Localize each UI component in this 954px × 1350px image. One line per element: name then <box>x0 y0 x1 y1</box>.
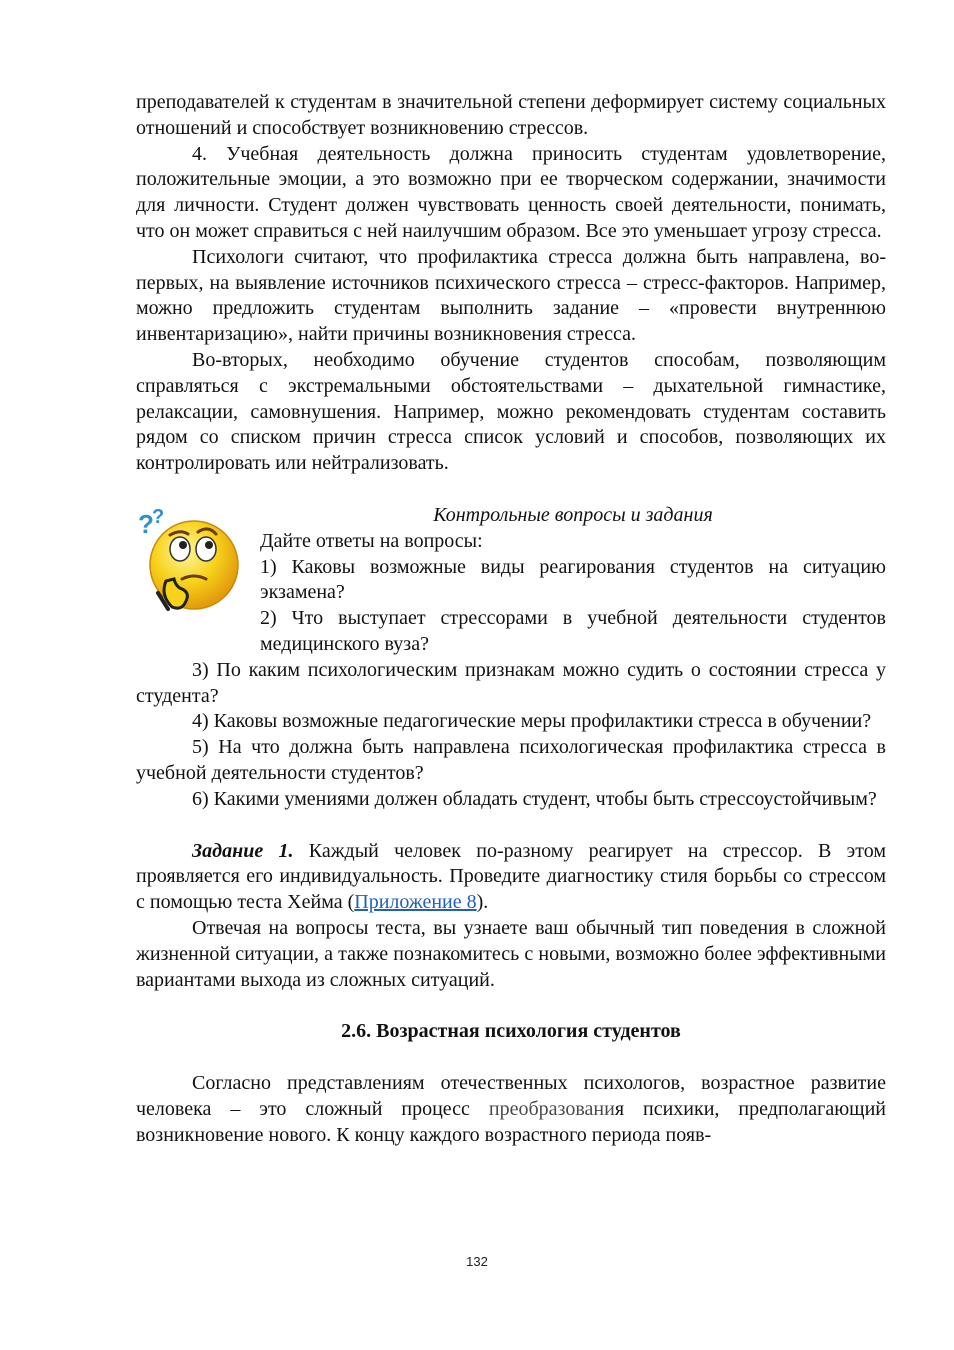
page-content <box>136 90 886 1148</box>
paragraph-prevention-first: Психологи считают, что профилактика стресса должна быть направлена, во-первых, на выявление источников психического стресса – стресс-факторов. Например, можно предложить студентам выполнить задание – «провести внутреннюю инвентаризацию», найти причины возникновения стресса. <box>136 245 886 346</box>
task-1-paragraph <box>136 839 886 916</box>
appendix-8-link[interactable]: Приложение 8 <box>354 891 477 914</box>
task-1-label: Задание 1. <box>192 839 294 862</box>
question-3: 3) По каким психологическим признакам можно судить о состоянии стресса у студента? <box>136 658 886 707</box>
question-6: 6) Какими умениями должен обладать студент, чтобы быть стрессоустойчивым? <box>192 787 877 810</box>
section-paragraph-1 <box>136 1071 886 1148</box>
task-1-text-end: ). <box>476 891 489 914</box>
task-1-paragraph-2: Отвечая на вопросы теста, вы узнаете ваш обычный тип поведения в сложной жизненной ситуации, а также познакомитесь с новыми, возможно более эффективными вариантами выхода из сложных ситуаций. <box>136 916 886 991</box>
svg-text:?: ? <box>138 508 154 539</box>
question-2: 2) Что выступает стрессорами в учебной деятельности студентов медицинского вуза? <box>260 607 886 655</box>
question-5: 5) На что должна быть направлена психологическая профилактика стресса в учебной деятельности студентов? <box>136 736 886 784</box>
control-questions-heading: Контрольные вопросы и задания <box>433 503 713 526</box>
control-questions-intro: Дайте ответы на вопросы: <box>260 529 483 552</box>
control-questions-block <box>136 503 886 658</box>
section-heading: 2.6. Возрастная психология студентов <box>341 1020 681 1043</box>
svg-text:?: ? <box>152 506 165 528</box>
task-1-text: Каждый человек по-разному реагирует на стрессор. В этом проявляется его индивидуальность. Проведите диагностику стиля борьбы со стрессом с помощью теста Хейма ( <box>136 839 886 914</box>
question-1: 1) Каковы возможные виды реагирования студентов на ситуацию экзамена? <box>260 555 886 604</box>
section-paragraph-1-highlight: преобразовани <box>488 1097 615 1120</box>
question-4: 4) Каковы возможные педагогические меры профилактики стресса в обучении? <box>192 710 872 733</box>
section-paragraph-1-end: я психики, предполагающий возникновение нового. К концу каждого возрастного периода появ- <box>136 1097 886 1146</box>
paragraph-continuation: преподавателей к студентам в значительной степени деформирует систему социальных отношений и способствует возникновению стрессов. <box>136 91 886 139</box>
page-number: 132 <box>466 1254 488 1269</box>
thinking-smiley-icon <box>136 507 244 617</box>
paragraph-item-4: 4. Учебная деятельность должна приносить студентам удовлетворение, положительные эмоции, а это возможно при ее творческом содержании, значимости для личности. Студент должен чувствовать ценность своей деятельности, понимать, что он может справиться с ней наилучшим образом. Все это уменьшает угрозу стресса. <box>136 142 886 242</box>
section-paragraph-1-start: Согласно представлениям отечественных психологов, возрастное развитие человека – это сложный процесс <box>136 1072 886 1120</box>
paragraph-prevention-second: Во-вторых, необходимо обучение студентов способам, позволяющим справляться с экстремальными обстоятельствами – дыхательной гимнастике, релаксации, самовнушения. Например, можно рекомендовать студентам составить рядом со списком причин стресса список условий и способов, позволяющих их контролировать или нейтрализовать. <box>136 348 886 475</box>
